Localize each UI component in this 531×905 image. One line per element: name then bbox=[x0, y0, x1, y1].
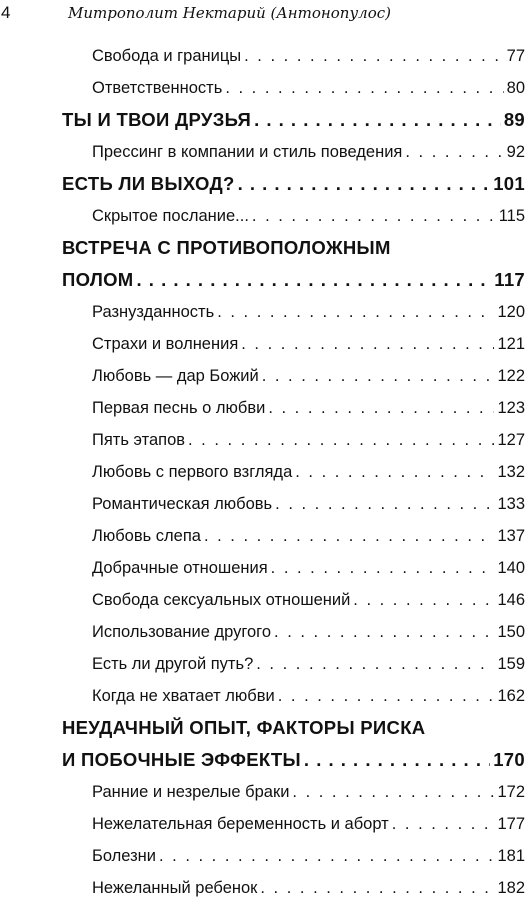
toc-section-title: Страхи и волнения bbox=[92, 335, 239, 353]
toc-section-entry bbox=[62, 456, 525, 488]
dot-leader bbox=[260, 872, 494, 904]
toc-section-entry bbox=[62, 328, 525, 360]
toc-section-entry bbox=[62, 520, 525, 552]
toc-page-number: 120 bbox=[497, 303, 525, 321]
toc-section-entry bbox=[62, 776, 525, 808]
toc-section-entry bbox=[62, 840, 525, 872]
dot-leader bbox=[292, 776, 494, 808]
toc-page-number: 127 bbox=[497, 431, 525, 449]
toc-page-number: 89 bbox=[503, 109, 525, 130]
toc-page-number: 77 bbox=[506, 47, 525, 65]
dot-leader bbox=[217, 296, 494, 328]
page-number: 4 bbox=[1, 3, 11, 22]
dot-leader bbox=[252, 200, 496, 232]
dot-leader bbox=[275, 488, 494, 520]
dot-leader bbox=[204, 520, 495, 552]
toc-chapter-title-line1: ВСТРЕЧА С ПРОТИВОПОЛОЖНЫМ bbox=[62, 237, 391, 258]
toc-section-entry bbox=[62, 648, 525, 680]
toc-page-number: 162 bbox=[497, 687, 525, 705]
dot-leader bbox=[274, 616, 494, 648]
toc-page-number: 121 bbox=[497, 335, 525, 353]
toc-page-number: 115 bbox=[498, 207, 525, 225]
toc-chapter-title-line1: НЕУДАЧНЫЙ ОПЫТ, ФАКТОРЫ РИСКА bbox=[62, 717, 426, 738]
toc-section-title: Ранние и незрелые браки bbox=[92, 783, 290, 801]
toc-section-title: Любовь — дар Божий bbox=[92, 367, 259, 385]
toc-section-title: Скрытое послание... bbox=[92, 207, 249, 225]
toc-section-title: Свобода сексуальных отношений bbox=[92, 591, 351, 609]
dot-leader bbox=[188, 424, 494, 456]
toc-page-number: 172 bbox=[497, 783, 525, 801]
toc-page-number: 101 bbox=[493, 173, 525, 194]
toc-section-title: Свобода и границы bbox=[92, 47, 242, 65]
toc-section-title: Разнузданность bbox=[92, 303, 215, 321]
dot-leader bbox=[244, 40, 504, 72]
dot-leader bbox=[268, 392, 494, 424]
toc-chapter-title-line2: ПОЛОМ bbox=[62, 269, 134, 290]
toc-page-number: 117 bbox=[494, 269, 525, 290]
toc-page-number: 170 bbox=[493, 749, 525, 770]
toc-section-title: Когда не хватает любви bbox=[92, 687, 275, 705]
toc-page-number: 150 bbox=[497, 623, 525, 641]
table-of-contents bbox=[62, 40, 525, 904]
toc-section-entry bbox=[62, 488, 525, 520]
toc-chapter-title: ТЫ И ТВОИ ДРУЗЬЯ bbox=[62, 109, 252, 130]
toc-section-entry bbox=[62, 200, 525, 232]
toc-page-number: 133 bbox=[497, 495, 525, 513]
toc-section-title: Есть ли другой путь? bbox=[92, 655, 254, 673]
toc-page-number: 80 bbox=[506, 79, 525, 97]
dot-leader bbox=[238, 168, 491, 200]
toc-section-entry bbox=[62, 40, 525, 72]
dot-leader bbox=[405, 136, 503, 168]
toc-section-entry bbox=[62, 72, 525, 104]
toc-page-number: 159 bbox=[497, 655, 525, 673]
toc-section-title: Нежеланный ребенок bbox=[92, 879, 258, 897]
toc-section-title: Нежелательная беременность и аборт bbox=[92, 815, 389, 833]
dot-leader bbox=[304, 744, 490, 776]
toc-page-number: 182 bbox=[497, 879, 525, 897]
toc-section-entry bbox=[62, 360, 525, 392]
toc-page-number: 92 bbox=[506, 143, 525, 161]
toc-section-title: Болезни bbox=[92, 847, 156, 865]
dot-leader bbox=[262, 360, 495, 392]
toc-page-number: 137 bbox=[497, 527, 525, 545]
dot-leader bbox=[392, 808, 495, 840]
dot-leader bbox=[137, 264, 492, 296]
toc-section-title: Пять этапов bbox=[92, 431, 186, 449]
toc-page-number: 122 bbox=[497, 367, 525, 385]
toc-chapter-entry bbox=[62, 168, 525, 200]
toc-section-entry bbox=[62, 136, 525, 168]
toc-page-number: 146 bbox=[497, 591, 525, 609]
toc-section-title: Прессинг в компании и стиль поведения bbox=[92, 143, 403, 161]
toc-section-title: Ответственность bbox=[92, 79, 223, 97]
toc-section-title: Использование другого bbox=[92, 623, 272, 641]
toc-section-entry bbox=[62, 424, 525, 456]
dot-leader bbox=[353, 584, 494, 616]
toc-section-title: Первая песнь о любви bbox=[92, 399, 266, 417]
toc-section-entry bbox=[62, 552, 525, 584]
toc-page-number: 132 bbox=[497, 463, 525, 481]
dot-leader bbox=[271, 552, 495, 584]
toc-page-number: 140 bbox=[497, 559, 525, 577]
toc-section-entry bbox=[62, 616, 525, 648]
toc-section-entry bbox=[62, 584, 525, 616]
dot-leader bbox=[225, 72, 503, 104]
toc-section-entry bbox=[62, 392, 525, 424]
toc-chapter-entry bbox=[62, 104, 525, 136]
dot-leader bbox=[278, 680, 495, 712]
toc-page-number: 181 bbox=[497, 847, 525, 865]
toc-section-title: Романтическая любовь bbox=[92, 495, 273, 513]
toc-section-entry bbox=[62, 872, 525, 904]
dot-leader bbox=[256, 648, 494, 680]
dot-leader bbox=[241, 328, 494, 360]
toc-section-title: Добрачные отношения bbox=[92, 559, 268, 577]
toc-section-entry bbox=[62, 808, 525, 840]
dot-leader bbox=[159, 840, 494, 872]
toc-page-number: 123 bbox=[497, 399, 525, 417]
toc-chapter-title: ЕСТЬ ЛИ ВЫХОД? bbox=[62, 173, 235, 194]
toc-chapter-title-line2: И ПОБОЧНЫЕ ЭФФЕКТЫ bbox=[62, 749, 301, 770]
dot-leader bbox=[295, 456, 494, 488]
toc-section-entry bbox=[62, 296, 525, 328]
dot-leader bbox=[254, 104, 501, 136]
toc-page-number: 177 bbox=[497, 815, 525, 833]
toc-chapter-entry bbox=[62, 744, 525, 776]
toc-section-entry bbox=[62, 680, 525, 712]
running-head: Митрополит Нектарий (Антонопулос) bbox=[68, 4, 391, 22]
toc-section-title: Любовь с первого взгляда bbox=[92, 463, 293, 481]
toc-section-title: Любовь слепа bbox=[92, 527, 201, 545]
toc-chapter-entry bbox=[62, 264, 525, 296]
